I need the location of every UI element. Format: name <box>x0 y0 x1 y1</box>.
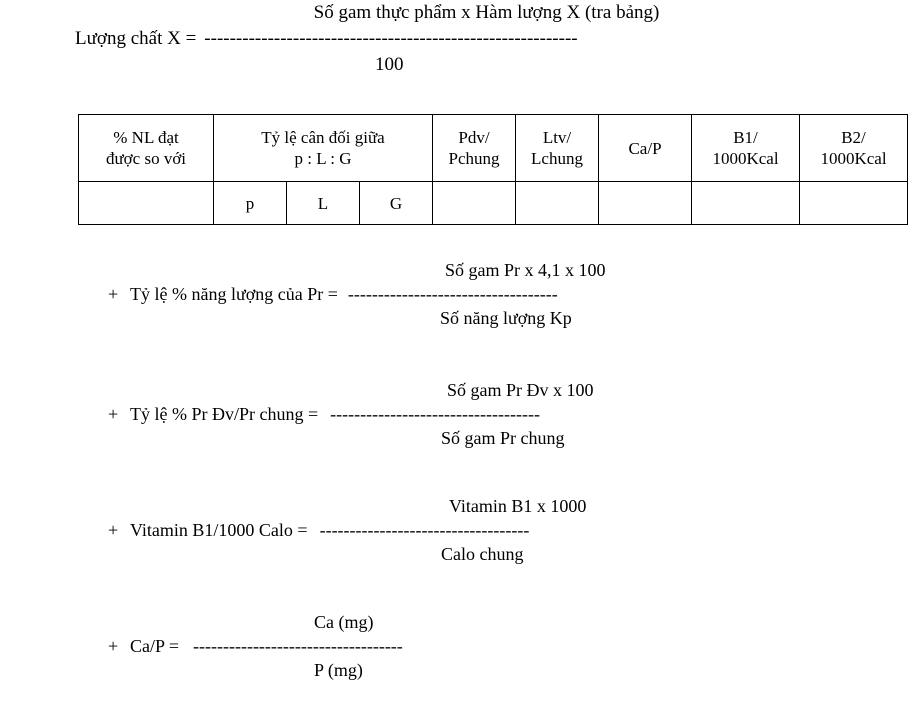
table-cell-empty[interactable] <box>800 182 908 225</box>
header-line-1: B2/ <box>841 128 866 147</box>
formula-pr-dv-ratio <box>0 378 913 450</box>
table-subheader-p: p <box>214 182 287 225</box>
fraction-bar: ----------------------------------- <box>347 284 558 304</box>
formula-numerator: Số gam thực phẩm x Hàm lượng X (tra bảng) <box>313 2 660 23</box>
header-line-2: 1000Kcal <box>820 149 887 168</box>
nutrition-ratio-table-wrapper <box>78 114 908 225</box>
header-line-2: 1000Kcal <box>712 149 779 168</box>
table-cell-empty[interactable] <box>692 182 800 225</box>
header-line-2: p : L : G <box>294 149 352 168</box>
formula-main-row <box>0 26 913 52</box>
table-header-cell-ltv <box>516 115 599 182</box>
nutrition-ratio-table <box>78 114 908 225</box>
fraction-bar: ----------------------------------- <box>319 520 530 540</box>
formula-denominator: Số năng lượng Kp <box>440 308 572 328</box>
fraction-bar: ----------------------------------- <box>330 404 540 424</box>
header-line-1: Ltv/ <box>542 128 572 147</box>
bullet-plus: + <box>108 520 119 540</box>
table-header-cell-pdv <box>433 115 516 182</box>
table-subheader-l: L <box>287 182 360 225</box>
table-header-cell-nl <box>79 115 214 182</box>
table-header-cell-plg <box>214 115 433 182</box>
table-cell-empty[interactable] <box>79 182 214 225</box>
formula-label: Tỷ lệ % năng lượng của Pr = <box>130 284 338 304</box>
table-cell-empty[interactable] <box>516 182 599 225</box>
header-line-2: Pchung <box>448 149 500 168</box>
formula-label: Lượng chất X = <box>75 28 197 49</box>
formula-label: Vitamin B1/1000 Calo = <box>130 520 308 540</box>
formula-numerator: Số gam Pr x 4,1 x 100 <box>445 260 606 280</box>
formula-denominator: Calo chung <box>441 544 524 564</box>
table-header-cell-cap <box>599 115 692 182</box>
table-cell-empty[interactable] <box>433 182 516 225</box>
table-header-row <box>79 115 908 182</box>
formula-numerator: Số gam Pr Đv x 100 <box>447 380 594 400</box>
bullet-plus: + <box>108 284 119 304</box>
formula-denominator: Số gam Pr chung <box>441 428 565 448</box>
formula-label: Tỷ lệ % Pr Đv/Pr chung = <box>130 404 319 424</box>
table-header-cell-b1 <box>692 115 800 182</box>
fraction-bar: ----------------------------------- <box>193 636 403 656</box>
formula-numerator: Ca (mg) <box>314 612 374 632</box>
fraction-bar: ----------------------------------------------------------- <box>204 28 578 49</box>
table-cell-empty[interactable] <box>599 182 692 225</box>
header-line-1: Ca/P <box>628 138 662 158</box>
header-line-1: Tỷ lệ cân đối giữa <box>261 128 385 147</box>
header-line-2: Lchung <box>531 149 583 168</box>
formula-numerator: Vitamin B1 x 1000 <box>449 496 587 516</box>
formula-denominator: P (mg) <box>314 660 363 680</box>
formula-denominator: 100 <box>375 54 404 75</box>
formula-vitamin-b1-per-1000-calo <box>0 494 913 566</box>
header-line-1: % NL đạt <box>113 128 179 147</box>
table-subheader-g: G <box>360 182 433 225</box>
formula-ca-p-ratio <box>0 610 913 682</box>
table-subheader-row <box>79 182 908 225</box>
header-line-2: được so với <box>105 149 187 168</box>
header-line-1: Pdv/ <box>458 128 490 147</box>
table-header-cell-b2 <box>800 115 908 182</box>
bullet-plus: + <box>108 404 119 424</box>
formula-pr-energy-percent <box>0 258 913 330</box>
bullet-plus: + <box>108 636 119 656</box>
header-line-1: B1/ <box>733 128 758 147</box>
formula-luong-chat-x <box>0 0 913 78</box>
formula-label: Ca/P = <box>130 636 179 656</box>
